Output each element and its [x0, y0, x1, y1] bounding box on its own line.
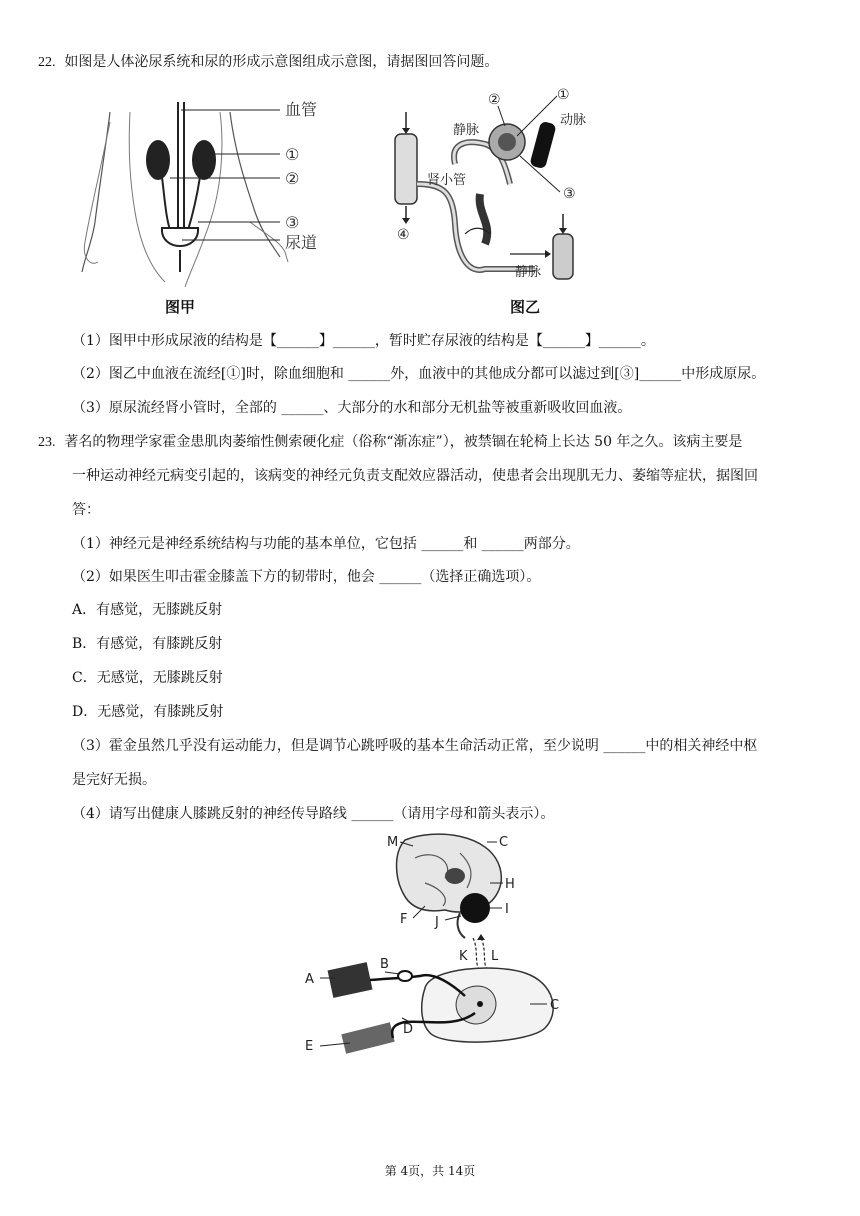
label-vein-top: 静脉: [453, 123, 480, 138]
label-tubule: 肾小管: [427, 173, 467, 188]
label-c-brain: C: [499, 835, 509, 850]
label-e: E: [305, 1039, 314, 1054]
effector-e: [341, 1022, 394, 1054]
q23-sub1: （1）神经元是神经系统结构与功能的基本单位，它包括 ______和 ______两部分。: [72, 536, 580, 552]
figure-nephron: [385, 84, 615, 289]
page-footer: 第 4页，共 14页: [384, 1164, 476, 1178]
label-2b: ②: [488, 92, 501, 108]
q22-sub1: （1）图甲中形成尿液的结构是【______】______，暂时贮存尿液的结构是【______】______。: [72, 333, 655, 349]
label-vein-bottom: 静脉: [515, 265, 542, 280]
label-1: ①: [285, 145, 300, 164]
label-blood-vessel: 血管: [285, 100, 318, 119]
q22-sub2: （2）图乙中血液在流经[①]时，除血细胞和 ______外，血液中的其他成分都可以滤过到[③]______中形成原尿。: [72, 366, 766, 382]
figure-reflex-arc: [295, 828, 575, 1058]
cerebellum: [460, 893, 490, 923]
q23-stem-line1: 23. 著名的物理学家霍金患肌肉萎缩性侧索硬化症（俗称“渐冻症”），被禁锢在轮椅上长达 50 年之久。该病主要是: [38, 434, 743, 450]
label-i: I: [505, 902, 509, 917]
q23-option-b: B．有感觉，有膝跳反射: [72, 636, 223, 652]
q23-stem-line2: 一种运动神经元病变引起的，该病变的神经元负责支配效应器活动，使患者会出现肌无力、萎缩等症状，据图回: [72, 468, 758, 484]
label-2: ②: [285, 169, 300, 188]
q23-option-d: D．无感觉，有膝跳反射: [72, 704, 224, 720]
q23-sub2: （2）如果医生叩击霍金膝盖下方的韧带时，他会 ______（选择正确选项）。: [72, 569, 541, 585]
label-d: D: [403, 1022, 414, 1037]
q23-option-a: A．有感觉，无膝跳反射: [72, 602, 223, 618]
label-4b: ④: [397, 227, 410, 243]
q23-stem-line3: 答：: [72, 502, 100, 518]
label-j: J: [435, 915, 439, 930]
label-3: ③: [285, 213, 300, 232]
label-urethra: 尿道: [285, 233, 318, 252]
kidney-right: [192, 140, 216, 180]
q23-sub4: （4）请写出健康人膝跳反射的神经传导路线 ______（请用字母和箭头表示）。: [72, 806, 555, 822]
label-c-spinal: C: [550, 998, 560, 1013]
q23-sub3-line1: （3）霍金虽然几乎没有运动能力，但是调节心跳呼吸的基本生命活动正常，至少说明 ______中的相关神经中枢: [72, 738, 758, 754]
label-1b: ①: [557, 87, 570, 103]
label-m: M: [387, 835, 399, 850]
label-a: A: [305, 972, 314, 987]
label-l: L: [491, 949, 499, 964]
figure-a-caption: 图甲: [165, 298, 196, 316]
label-f: F: [400, 912, 408, 927]
figure-urinary-system: [70, 92, 360, 292]
label-3b: ③: [563, 186, 576, 202]
figure-b-caption: 图乙: [510, 298, 541, 316]
label-k: K: [459, 949, 468, 964]
q23-sub3-line2: 是完好无损。: [72, 772, 156, 788]
label-h: H: [505, 877, 515, 892]
q22-sub3: （3）原尿流经肾小管时，全部的 ______、大部分的水和部分无机盐等被重新吸收回血液。: [72, 400, 632, 416]
label-b: B: [380, 957, 389, 972]
q23-option-c: C．无感觉，无膝跳反射: [72, 670, 223, 686]
label-artery: 动脉: [560, 113, 587, 128]
kidney-left: [146, 140, 170, 180]
q22-stem: 22. 如图是人体泌尿系统和尿的形成示意图组成示意图，请据图回答问题。: [38, 54, 499, 70]
receptor-a: [328, 962, 373, 998]
